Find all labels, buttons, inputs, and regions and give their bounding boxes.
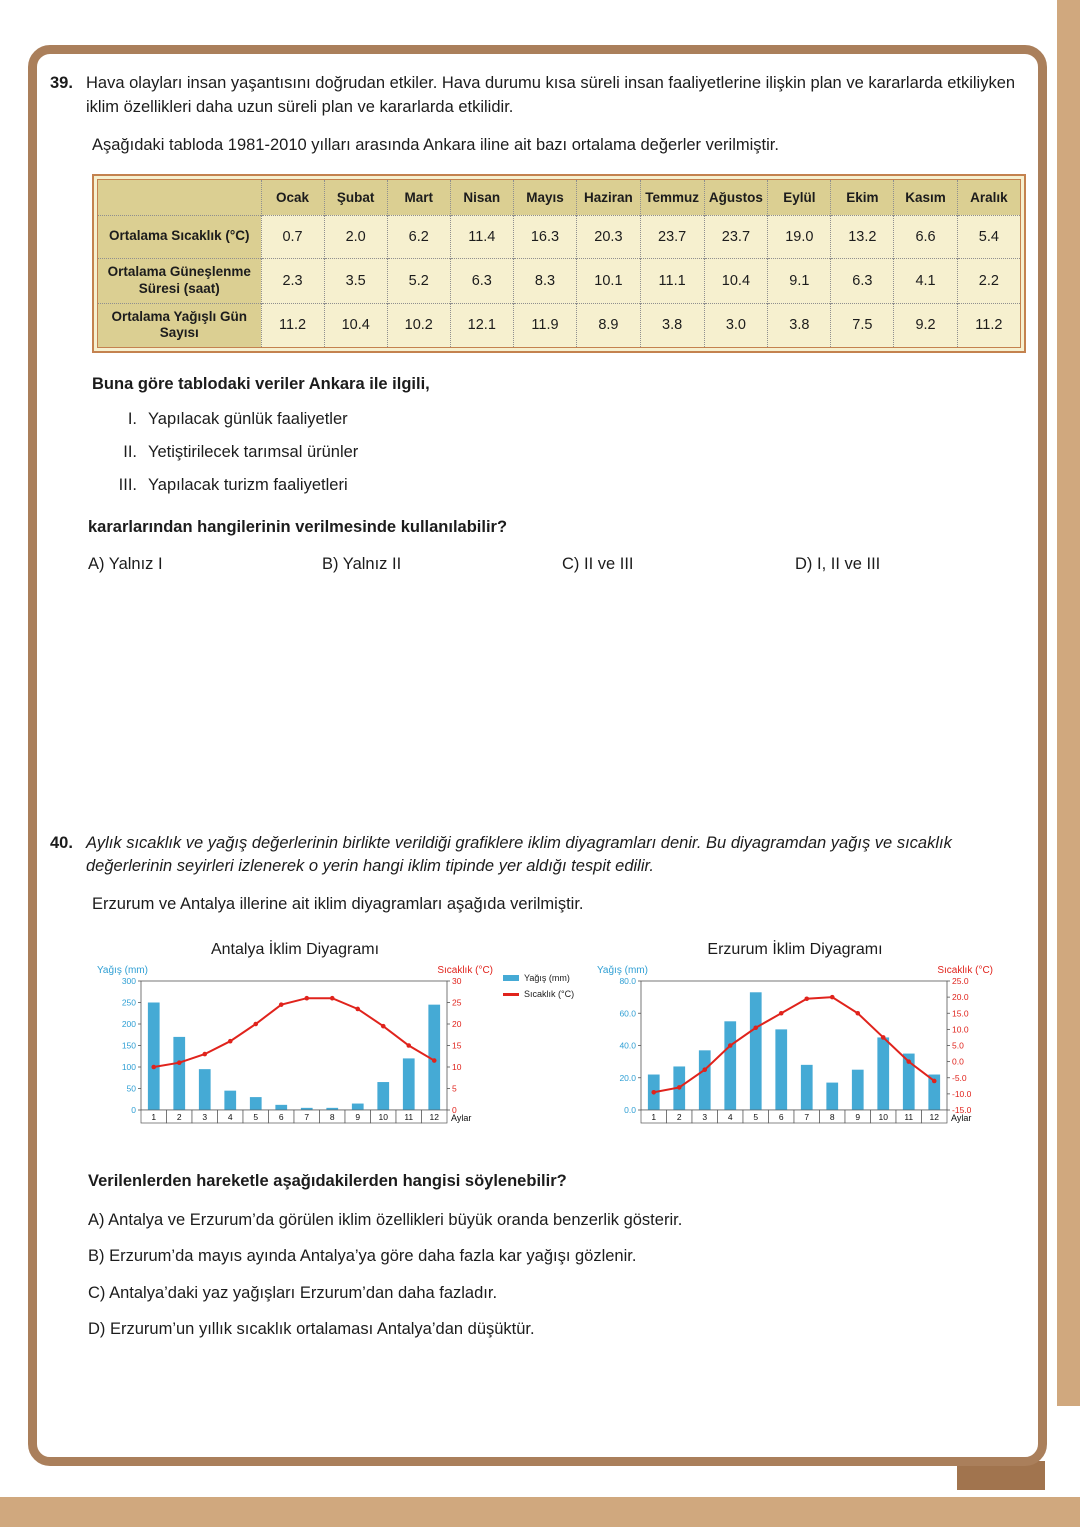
ankara-climate-table-wrap xyxy=(92,174,1026,354)
month-header: Mart xyxy=(387,179,450,215)
antalya-chart-figure xyxy=(95,941,495,1136)
data-cell: 8.3 xyxy=(513,258,576,303)
data-cell: 6.2 xyxy=(387,215,450,258)
svg-text:Sıcaklık (°C): Sıcaklık (°C) xyxy=(937,965,993,977)
question-40-sub: Erzurum ve Antalya illerine ait iklim diyagramları aşağıda verilmiştir. xyxy=(92,895,584,914)
data-cell: 10.2 xyxy=(387,303,450,348)
option-b: B) Erzurum’da mayıs ayında Antalya’ya göre daha fazla kar yağışı gözlenir. xyxy=(88,1247,637,1266)
data-cell: 0.7 xyxy=(261,215,324,258)
exam-page xyxy=(50,72,1030,1354)
month-header: Haziran xyxy=(577,179,641,215)
svg-text:20.0: 20.0 xyxy=(952,992,969,1003)
svg-text:5: 5 xyxy=(753,1112,759,1123)
data-cell: 11.9 xyxy=(513,303,576,348)
question-39 xyxy=(50,72,1030,574)
svg-text:15.0: 15.0 xyxy=(952,1008,969,1019)
option-a: A) Antalya ve Erzurum’da görülen iklim özellikleri büyük oranda benzerlik gösterir. xyxy=(88,1211,683,1230)
svg-text:Yağış (mm): Yağış (mm) xyxy=(597,965,648,977)
question-39-intro: Hava olayları insan yaşantısını doğrudan etkiler. Hava durumu kısa süreli insan faaliyetlerine ilişkin plan ve kararlarda etkiliyken iklim özellikleri daha uzun süreli plan ve kararlarda etkilidir. xyxy=(86,74,1016,116)
svg-text:4: 4 xyxy=(727,1112,733,1123)
data-cell: 10.1 xyxy=(577,258,641,303)
data-cell: 6.6 xyxy=(894,215,957,258)
temperature-line-swatch-icon xyxy=(503,993,519,996)
roman-item-text: Yapılacak günlük faaliyetler xyxy=(148,410,348,429)
svg-text:6: 6 xyxy=(278,1112,284,1123)
table-row xyxy=(98,303,1021,348)
row-label: Ortalama Yağışlı Gün Sayısı xyxy=(98,303,262,348)
erzurum-climate-chart xyxy=(595,961,995,1136)
precipitation-bar-swatch-icon xyxy=(503,975,519,981)
table-body xyxy=(98,215,1021,348)
svg-text:8: 8 xyxy=(829,1112,835,1123)
erzurum-chart-figure xyxy=(595,941,995,1136)
svg-text:7: 7 xyxy=(804,1112,810,1123)
svg-text:10: 10 xyxy=(878,1112,888,1123)
data-cell: 2.0 xyxy=(324,215,387,258)
data-cell: 19.0 xyxy=(768,215,831,258)
data-cell: 23.7 xyxy=(704,215,768,258)
data-cell: 5.2 xyxy=(387,258,450,303)
data-cell: 11.2 xyxy=(957,303,1020,348)
svg-text:50: 50 xyxy=(126,1083,136,1094)
question-40-question: Verilenlerden hareketle aşağıdakilerden hangisi söylenebilir? xyxy=(88,1172,567,1191)
svg-text:9: 9 xyxy=(855,1112,861,1123)
row-label: Ortalama Güneşlenme Süresi (saat) xyxy=(98,258,262,303)
table-row xyxy=(98,215,1021,258)
data-cell: 12.1 xyxy=(450,303,513,348)
month-header: Kasım xyxy=(894,179,957,215)
data-cell: 11.4 xyxy=(450,215,513,258)
svg-text:10.0: 10.0 xyxy=(952,1024,969,1035)
svg-text:0.0: 0.0 xyxy=(952,1056,964,1067)
question-39-number: 39. xyxy=(50,74,73,92)
option-d: D) I, II ve III xyxy=(795,554,881,573)
data-cell: 3.8 xyxy=(640,303,704,348)
svg-text:9: 9 xyxy=(355,1112,361,1123)
climate-diagrams xyxy=(95,941,1030,1136)
svg-text:10: 10 xyxy=(378,1112,388,1123)
roman-list xyxy=(112,408,1030,497)
legend-label: Yağış (mm) xyxy=(524,973,570,984)
svg-text:1: 1 xyxy=(151,1112,157,1123)
data-cell: 3.8 xyxy=(768,303,831,348)
svg-text:11: 11 xyxy=(404,1112,414,1123)
svg-text:20.0: 20.0 xyxy=(619,1073,636,1084)
table-corner-cell xyxy=(98,179,262,215)
data-cell: 7.5 xyxy=(831,303,894,348)
data-cell: 20.3 xyxy=(577,215,641,258)
option-c: C) II ve III xyxy=(562,554,634,573)
data-cell: 4.1 xyxy=(894,258,957,303)
roman-item-2 xyxy=(112,441,1030,464)
svg-text:2: 2 xyxy=(176,1112,182,1123)
svg-text:6: 6 xyxy=(778,1112,784,1123)
data-cell: 2.3 xyxy=(261,258,324,303)
roman-numeral: II. xyxy=(123,443,137,462)
svg-text:-15.0: -15.0 xyxy=(952,1105,972,1116)
svg-text:Aylar: Aylar xyxy=(451,1113,472,1124)
svg-text:12: 12 xyxy=(429,1112,439,1123)
data-cell: 16.3 xyxy=(513,215,576,258)
data-cell: 11.2 xyxy=(261,303,324,348)
svg-text:0: 0 xyxy=(452,1105,457,1116)
svg-text:2: 2 xyxy=(676,1112,682,1123)
roman-item-text: Yetiştirilecek tarımsal ürünler xyxy=(148,443,359,462)
question-39-stem: Buna göre tablodaki veriler Ankara ile ilgili, xyxy=(92,375,430,394)
svg-text:5.0: 5.0 xyxy=(952,1040,964,1051)
month-header: Temmuz xyxy=(640,179,704,215)
svg-text:-5.0: -5.0 xyxy=(952,1073,967,1084)
roman-item-1 xyxy=(112,408,1030,431)
option-b: B) Yalnız II xyxy=(322,554,402,573)
data-cell: 10.4 xyxy=(324,303,387,348)
svg-text:200: 200 xyxy=(121,1019,136,1030)
svg-text:25.0: 25.0 xyxy=(952,976,969,987)
question-40-number: 40. xyxy=(50,833,73,852)
chart-legend xyxy=(495,973,595,1005)
data-cell: 8.9 xyxy=(577,303,641,348)
svg-text:30: 30 xyxy=(452,976,462,987)
svg-text:20: 20 xyxy=(452,1019,462,1030)
row-label: Ortalama Sıcaklık (°C) xyxy=(98,215,262,258)
svg-text:60.0: 60.0 xyxy=(619,1008,636,1019)
side-strip xyxy=(1057,0,1080,1406)
svg-text:Yağış (mm): Yağış (mm) xyxy=(97,965,148,977)
svg-text:0: 0 xyxy=(131,1105,136,1116)
svg-text:11: 11 xyxy=(904,1112,914,1123)
data-cell: 9.2 xyxy=(894,303,957,348)
data-cell: 5.4 xyxy=(957,215,1020,258)
question-40 xyxy=(50,832,1030,1341)
question-40-intro-line xyxy=(50,832,1030,880)
svg-text:150: 150 xyxy=(121,1040,136,1051)
question-39-options xyxy=(88,555,1030,574)
svg-text:-10.0: -10.0 xyxy=(952,1089,972,1100)
data-cell: 3.0 xyxy=(704,303,768,348)
data-cell: 2.2 xyxy=(957,258,1020,303)
data-cell: 6.3 xyxy=(831,258,894,303)
svg-text:7: 7 xyxy=(304,1112,310,1123)
month-header: Nisan xyxy=(450,179,513,215)
data-cell: 13.2 xyxy=(831,215,894,258)
legend-label: Sıcaklık (°C) xyxy=(524,989,575,1000)
svg-text:Aylar: Aylar xyxy=(951,1113,972,1124)
roman-item-3 xyxy=(112,474,1030,497)
option-a: A) Yalnız I xyxy=(88,554,163,573)
option-d: D) Erzurum’un yıllık sıcaklık ortalaması Antalya’dan düşüktür. xyxy=(88,1319,535,1338)
svg-text:25: 25 xyxy=(452,997,462,1008)
antalya-climate-chart xyxy=(95,961,495,1136)
month-header: Şubat xyxy=(324,179,387,215)
month-header: Ağustos xyxy=(704,179,768,215)
svg-text:80.0: 80.0 xyxy=(619,976,636,987)
svg-text:40.0: 40.0 xyxy=(619,1040,636,1051)
erzurum-chart-title: Erzurum İklim Diyagramı xyxy=(707,941,883,959)
month-header: Aralık xyxy=(957,179,1020,215)
data-cell: 11.1 xyxy=(640,258,704,303)
data-cell: 23.7 xyxy=(640,215,704,258)
data-cell: 6.3 xyxy=(450,258,513,303)
svg-text:8: 8 xyxy=(329,1112,335,1123)
month-header: Eylül xyxy=(768,179,831,215)
question-40-options xyxy=(88,1209,1030,1340)
svg-text:10: 10 xyxy=(452,1062,462,1073)
table-header-row xyxy=(98,179,1021,215)
month-header: Mayıs xyxy=(513,179,576,215)
svg-text:5: 5 xyxy=(253,1112,259,1123)
svg-text:100: 100 xyxy=(121,1062,136,1073)
svg-text:4: 4 xyxy=(227,1112,233,1123)
svg-text:300: 300 xyxy=(121,976,136,987)
bottom-strip xyxy=(0,1497,1080,1527)
data-cell: 3.5 xyxy=(324,258,387,303)
question-40-intro: Aylık sıcaklık ve yağış değerlerinin birlikte verildiği grafiklere iklim diyagramları denir. Bu diyagramdan yağış ve sıcaklık değerlerinin seyirleri izlenerek o yerin hangi iklim tipinde yer aldığı tespit edilir. xyxy=(86,833,952,876)
svg-text:3: 3 xyxy=(702,1112,708,1123)
question-39-intro-line xyxy=(50,72,1030,120)
table-row xyxy=(98,258,1021,303)
svg-text:1: 1 xyxy=(651,1112,657,1123)
legend-item-precipitation xyxy=(503,973,595,983)
antalya-chart-title: Antalya İklim Diyagramı xyxy=(210,941,380,959)
svg-text:15: 15 xyxy=(452,1040,462,1051)
month-header: Ekim xyxy=(831,179,894,215)
question-39-question: kararlarından hangilerinin verilmesinde kullanılabilir? xyxy=(88,517,508,536)
svg-text:0.0: 0.0 xyxy=(624,1105,636,1116)
svg-text:12: 12 xyxy=(929,1112,939,1123)
data-cell: 9.1 xyxy=(768,258,831,303)
svg-text:250: 250 xyxy=(121,997,136,1008)
option-c: C) Antalya’daki yaz yağışları Erzurum’dan daha fazladır. xyxy=(88,1283,498,1302)
svg-text:3: 3 xyxy=(202,1112,208,1123)
legend-item-temperature xyxy=(503,989,595,999)
month-header: Ocak xyxy=(261,179,324,215)
roman-numeral: III. xyxy=(118,476,137,495)
data-cell: 10.4 xyxy=(704,258,768,303)
roman-numeral: I. xyxy=(127,410,137,429)
roman-item-text: Yapılacak turizm faaliyetleri xyxy=(148,476,348,495)
svg-text:5: 5 xyxy=(452,1083,457,1094)
question-39-table-intro: Aşağıdaki tabloda 1981-2010 yılları arasında Ankara iline ait bazı ortalama değerler verilmiştir. xyxy=(92,135,779,154)
svg-text:Sıcaklık (°C): Sıcaklık (°C) xyxy=(437,965,493,977)
ankara-climate-table xyxy=(97,179,1021,349)
